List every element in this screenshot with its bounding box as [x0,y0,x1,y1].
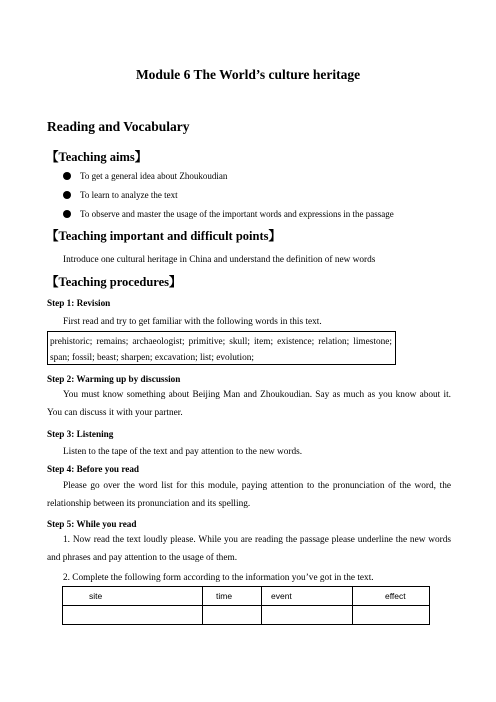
section-heading: Reading and Vocabulary [47,119,190,134]
table-cell[interactable] [262,606,353,625]
step-5-item-2: 2. Complete the following form according to the information you’ve got in the text. [63,573,374,583]
table-cell[interactable] [203,606,262,625]
table-row [63,606,430,625]
aim-item [63,190,178,200]
column-header-site: site [63,587,203,606]
aim-item-text: To get a general idea about Zhoukoudian [80,171,228,181]
step-3-text: Listen to the tape of the text and pay attention to the new words. [63,447,303,457]
column-header-effect: effect [353,587,430,606]
table-cell[interactable] [63,606,203,625]
aim-item [63,209,394,219]
step-5-title: Step 5: While you read [47,519,137,529]
table-cell[interactable] [353,606,430,625]
bullet-icon [63,172,71,180]
page-title: Module 6 The World’s culture heritage [135,67,361,82]
column-header-time: time [203,587,262,606]
step-1-text: First read and try to get familiar with the following words in this text. [63,317,322,327]
teaching-aims-heading: 【Teaching aims】 [46,150,148,164]
aim-item-text: To learn to analyze the text [80,190,178,200]
word-list-box: prehistoric; remains; archaeologist; primitive; skull; item; existence; relation; limestone; span; fossil; beast; sharpen; excavation; list; evolution; [47,331,396,365]
aim-item [63,171,227,181]
step-2-text: You must know something about Beijing Man and Zhoukoudian. Say as much as you know about it. You can discuss it with your partner. [47,390,451,418]
bullet-icon [63,191,71,199]
step-2-title: Step 2: Warming up by discussion [47,374,181,384]
table-header-row [63,587,430,606]
info-form-table [62,586,430,625]
important-points-text: Introduce one cultural heritage in China and understand the definition of new words [63,255,376,265]
procedures-heading: 【Teaching procedures】 [46,275,182,289]
bullet-icon [63,210,71,218]
important-points-heading: 【Teaching important and difficult points】 [46,229,281,243]
step-1-title: Step 1: Revision [47,298,111,308]
aim-item-text: To observe and master the usage of the important words and expressions in the passage [80,209,394,219]
step-4-text: Please go over the word list for this module, paying attention to the pronunciation of the word, the relationship between its pronunciation and its spelling. [47,481,451,509]
column-header-event: event [262,587,353,606]
step-3-title: Step 3: Listening [47,429,114,439]
step-5-item-1: 1. Now read the text loudly please. While you are reading the passage please underline the new words and phrases and pay attention to the usage of them. [47,535,451,563]
step-4-title: Step 4: Before you read [47,464,140,474]
